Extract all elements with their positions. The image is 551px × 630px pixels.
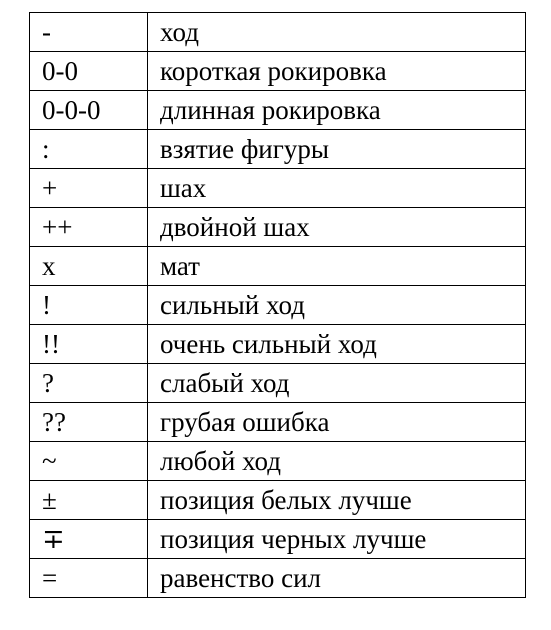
table-row <box>30 520 526 559</box>
notation-meaning: ход <box>148 13 526 52</box>
table-row <box>30 286 526 325</box>
notation-meaning: длинная рокировка <box>148 91 526 130</box>
table-row <box>30 13 526 52</box>
notation-meaning: мат <box>148 247 526 286</box>
table-row <box>30 169 526 208</box>
notation-symbol: x <box>30 247 148 286</box>
notation-symbol: !! <box>30 325 148 364</box>
notation-symbol: ? <box>30 364 148 403</box>
notation-symbol: - <box>30 13 148 52</box>
notation-symbol: : <box>30 130 148 169</box>
notation-symbol: ! <box>30 286 148 325</box>
notation-meaning: позиция черных лучше <box>148 520 526 559</box>
notation-meaning: грубая ошибка <box>148 403 526 442</box>
notation-meaning: слабый ход <box>148 364 526 403</box>
table-row <box>30 208 526 247</box>
table-row <box>30 559 526 598</box>
notation-symbol: ∓ <box>30 520 148 559</box>
table-row <box>30 52 526 91</box>
notation-meaning: позиция белых лучше <box>148 481 526 520</box>
notation-symbol: 0-0-0 <box>30 91 148 130</box>
table-row <box>30 403 526 442</box>
notation-meaning: шах <box>148 169 526 208</box>
notation-meaning: равенство сил <box>148 559 526 598</box>
notation-symbol: ~ <box>30 442 148 481</box>
notation-symbol: ++ <box>30 208 148 247</box>
chess-notation-table <box>29 12 526 598</box>
table-row <box>30 364 526 403</box>
notation-symbol: 0-0 <box>30 52 148 91</box>
notation-symbol: = <box>30 559 148 598</box>
table-row <box>30 481 526 520</box>
notation-meaning: сильный ход <box>148 286 526 325</box>
table-row <box>30 247 526 286</box>
notation-meaning: двойной шах <box>148 208 526 247</box>
notation-meaning: любой ход <box>148 442 526 481</box>
notation-meaning: очень сильный ход <box>148 325 526 364</box>
notation-meaning: взятие фигуры <box>148 130 526 169</box>
notation-meaning: короткая рокировка <box>148 52 526 91</box>
table-row <box>30 130 526 169</box>
notation-symbol: ?? <box>30 403 148 442</box>
notation-symbol: ± <box>30 481 148 520</box>
table-row <box>30 442 526 481</box>
table-row <box>30 91 526 130</box>
table-row <box>30 325 526 364</box>
notation-symbol: + <box>30 169 148 208</box>
